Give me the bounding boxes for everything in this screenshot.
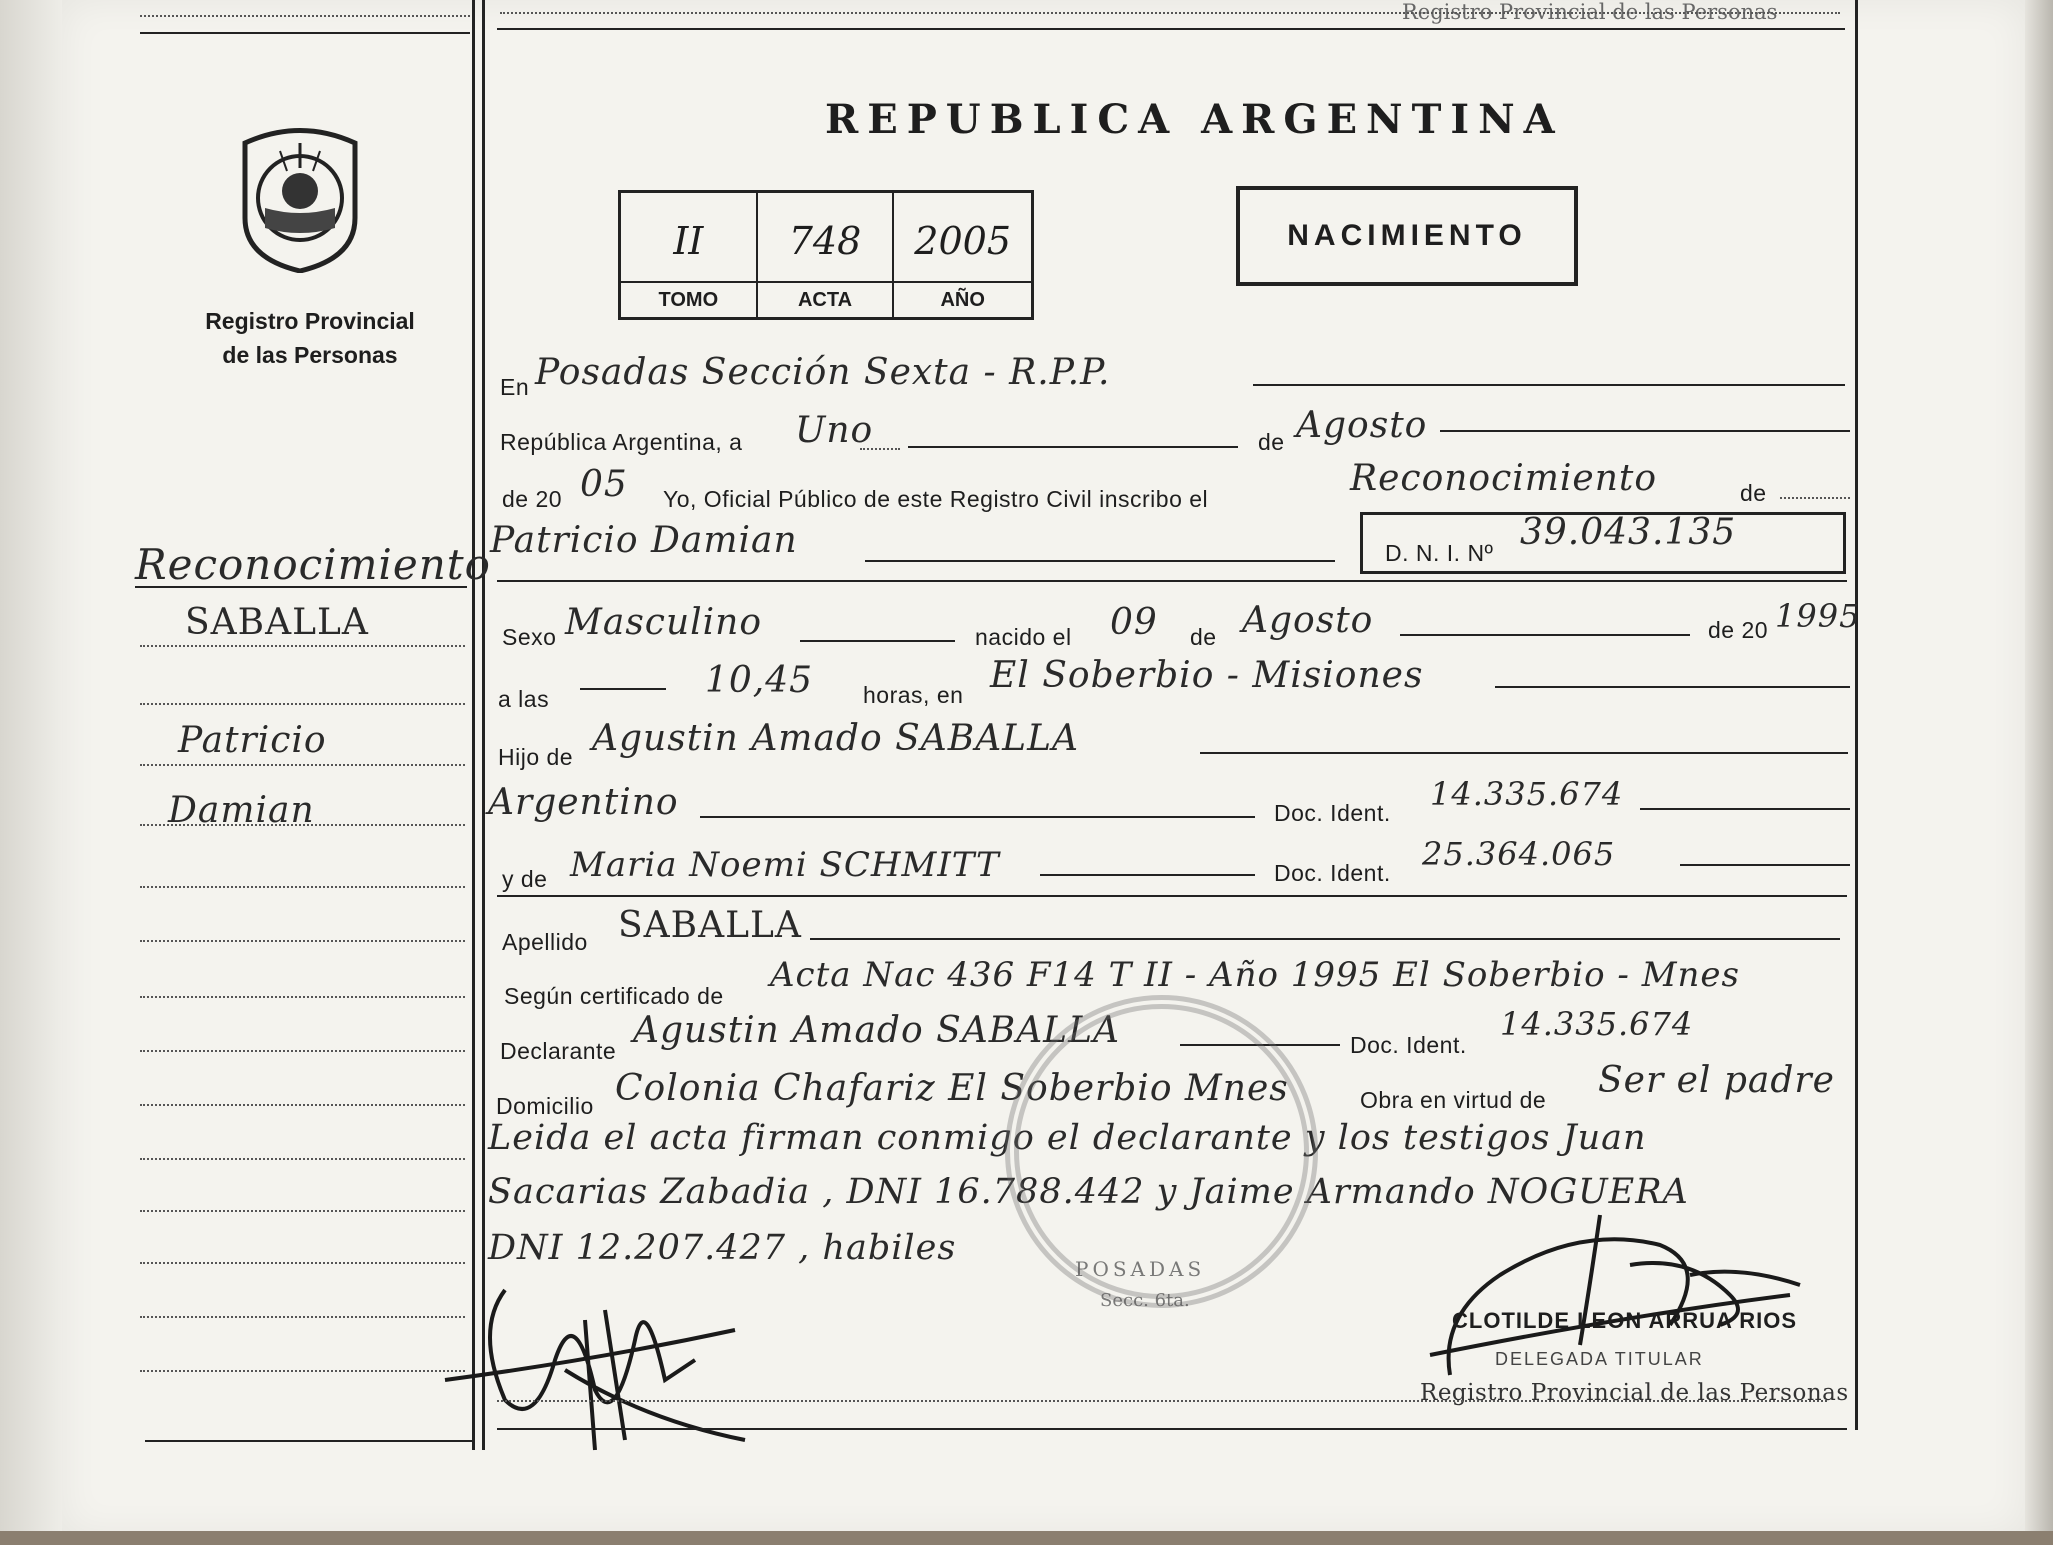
dotted-line bbox=[860, 448, 900, 450]
rule bbox=[497, 28, 1845, 30]
sexo-value: Masculino bbox=[565, 602, 763, 643]
rule bbox=[700, 816, 1255, 818]
nacido-dia: 09 bbox=[1110, 602, 1158, 643]
hora-value: 10,45 bbox=[705, 660, 814, 701]
declarante-doc: 14.335.674 bbox=[1500, 1005, 1694, 1043]
acta-value: 748 bbox=[788, 219, 862, 263]
margin-divider bbox=[472, 0, 475, 1450]
apellido-value: SABALLA bbox=[618, 905, 802, 946]
registry-name-line1: Registro Provincial bbox=[205, 308, 415, 334]
nacido-anio: 1995 bbox=[1775, 597, 1861, 635]
padre-value: Agustin Amado SABALLA bbox=[592, 718, 1079, 759]
domicilio-label: Domicilio bbox=[496, 1093, 594, 1119]
dotted-line bbox=[140, 645, 465, 647]
rule bbox=[1400, 634, 1690, 636]
inscribo-value: Reconocimiento bbox=[1350, 458, 1658, 499]
margin-note: Reconocimiento bbox=[135, 540, 491, 589]
obra-value: Ser el padre bbox=[1598, 1060, 1835, 1101]
official-role: DELEGADA TITULAR bbox=[1495, 1349, 1704, 1369]
acta-label: ACTA bbox=[758, 281, 893, 317]
rule bbox=[497, 1428, 1847, 1430]
doc-label-declarante: Doc. Ident. bbox=[1350, 1032, 1467, 1058]
dotted-line bbox=[497, 1400, 1827, 1402]
dotted-line bbox=[140, 940, 465, 942]
oficial-label: Yo, Oficial Público de este Registro Civil inscribo el bbox=[663, 486, 1209, 512]
right-frame-line bbox=[1855, 0, 1858, 1430]
margin-divider bbox=[482, 0, 485, 1450]
segun-label: Según certificado de bbox=[504, 983, 724, 1009]
acta-text-line3: DNI 12.207.427 , habiles bbox=[488, 1228, 957, 1268]
anio-cell bbox=[894, 193, 1031, 317]
rule bbox=[1495, 686, 1850, 688]
doc-label-padre: Doc. Ident. bbox=[1274, 800, 1391, 826]
rule bbox=[497, 580, 1847, 582]
domicilio-value: Colonia Chafariz El Soberbio Mnes bbox=[615, 1068, 1289, 1109]
padre-nacionalidad: Argentino bbox=[488, 782, 679, 823]
registry-name-line2: de las Personas bbox=[222, 342, 398, 368]
seal-text-city: POSADAS bbox=[1075, 1257, 1206, 1281]
anio-value: 05 bbox=[580, 464, 628, 505]
rule bbox=[1680, 864, 1850, 866]
republica-label: República Argentina, a bbox=[500, 429, 743, 455]
declarante-label: Declarante bbox=[500, 1038, 617, 1064]
anio-label: AÑO bbox=[894, 281, 1031, 317]
tomo-value: II bbox=[673, 219, 704, 263]
country-title: REPUBLICA ARGENTINA bbox=[825, 96, 1564, 143]
official-name: CLOTILDE LEON ARRUA RIOS bbox=[1452, 1308, 1798, 1333]
dotted-line bbox=[140, 703, 465, 705]
alas-label: a las bbox=[498, 686, 550, 712]
rule bbox=[1253, 384, 1845, 386]
apellido-label: Apellido bbox=[502, 929, 588, 955]
rule bbox=[140, 32, 470, 34]
anio-value: 2005 bbox=[914, 219, 1012, 263]
declarant-signature-icon bbox=[445, 1270, 765, 1470]
rule bbox=[580, 688, 666, 690]
acta-reference-box bbox=[618, 190, 1034, 320]
dotted-line bbox=[140, 1370, 465, 1372]
madre-doc: 25.364.065 bbox=[1422, 835, 1616, 873]
lugar-value: El Soberbio - Misiones bbox=[990, 655, 1424, 696]
book-cover-edge bbox=[0, 1531, 2053, 1545]
acta-text-line1: Leida el acta firman conmigo el declarante y los testigos Juan bbox=[488, 1118, 1647, 1158]
de-label: de bbox=[1258, 429, 1285, 455]
rule bbox=[800, 640, 955, 642]
dni-value: 39.043.135 bbox=[1520, 512, 1737, 553]
dotted-line bbox=[140, 886, 465, 888]
rule bbox=[497, 895, 1847, 897]
official-registry: Registro Provincial de las Personas bbox=[1420, 1380, 1849, 1406]
seal-text-section: Secc. 6ta. bbox=[1100, 1290, 1190, 1311]
sexo-label: Sexo bbox=[502, 624, 557, 650]
rule bbox=[810, 938, 1840, 940]
top-stamp-text: Registro Provincial de las Personas bbox=[1402, 0, 1778, 24]
rule bbox=[1200, 752, 1848, 754]
rule bbox=[1440, 430, 1850, 432]
nacido-label: nacido el bbox=[975, 624, 1072, 650]
de-label-3: de bbox=[1190, 624, 1217, 650]
dotted-line bbox=[1780, 497, 1850, 499]
rule bbox=[1640, 808, 1850, 810]
horas-label: horas, en bbox=[863, 682, 964, 708]
rule bbox=[908, 446, 1238, 448]
dotted-line bbox=[140, 15, 470, 17]
tomo-cell bbox=[621, 193, 758, 317]
tomo-label: TOMO bbox=[621, 281, 756, 317]
rule bbox=[865, 560, 1335, 562]
de-label-2: de bbox=[1740, 480, 1767, 506]
de20-label-2: de 20 bbox=[1708, 617, 1769, 643]
dotted-line bbox=[140, 1262, 465, 1264]
document-type-box: NACIMIENTO bbox=[1236, 186, 1578, 286]
dotted-line bbox=[140, 1158, 465, 1160]
obra-label: Obra en virtud de bbox=[1360, 1087, 1547, 1113]
nacido-mes: Agosto bbox=[1242, 600, 1374, 641]
margin-name1: Patricio bbox=[178, 720, 327, 761]
yde-label: y de bbox=[502, 866, 548, 892]
rule bbox=[145, 1440, 475, 1442]
registry-name bbox=[170, 304, 450, 372]
dni-label: D. N. I. Nº bbox=[1385, 540, 1494, 566]
dotted-line bbox=[140, 1316, 465, 1318]
rule bbox=[1040, 874, 1255, 876]
nombre-value: Patricio Damian bbox=[490, 520, 798, 561]
acta-cell bbox=[758, 193, 895, 317]
en-value: Posadas Sección Sexta - R.P.P. bbox=[535, 352, 1111, 393]
dotted-line bbox=[500, 12, 1840, 14]
padre-doc: 14.335.674 bbox=[1430, 775, 1624, 813]
hijo-label: Hijo de bbox=[498, 744, 574, 770]
en-label: En bbox=[500, 374, 530, 400]
de20-label: de 20 bbox=[502, 486, 563, 512]
certificado-value: Acta Nac 436 F14 T II - Año 1995 El Soberbio - Mnes bbox=[770, 955, 1740, 995]
provincial-crest-icon bbox=[235, 123, 365, 273]
dotted-line bbox=[140, 996, 465, 998]
doc-label-madre: Doc. Ident. bbox=[1274, 860, 1391, 886]
madre-value: Maria Noemi SCHMITT bbox=[570, 845, 1000, 885]
page-edge-right bbox=[2025, 0, 2053, 1545]
page-shadow-left bbox=[0, 0, 62, 1545]
dotted-line bbox=[140, 1050, 465, 1052]
declarante-value: Agustin Amado SABALLA bbox=[633, 1010, 1120, 1051]
margin-name2: Damian bbox=[168, 790, 315, 831]
mes-value: Agosto bbox=[1296, 405, 1428, 446]
dotted-line bbox=[140, 1104, 465, 1106]
dotted-line bbox=[140, 764, 465, 766]
dotted-line bbox=[140, 1210, 465, 1212]
margin-surname: SABALLA bbox=[185, 602, 369, 643]
acta-text-line2: Sacarias Zabadia , DNI 16.788.442 y Jaime Armando NOGUERA bbox=[488, 1172, 1689, 1212]
dia-value: Uno bbox=[795, 410, 874, 451]
